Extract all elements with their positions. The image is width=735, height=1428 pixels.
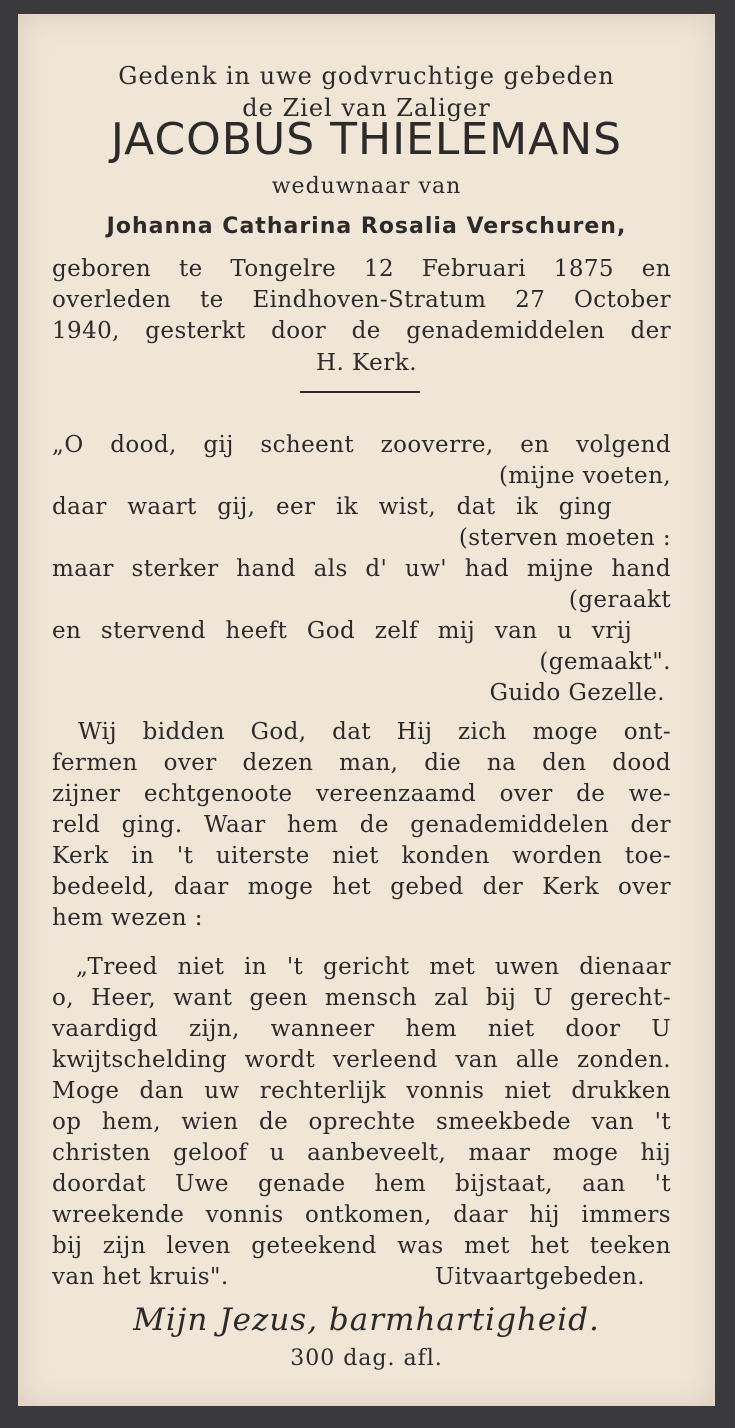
prayer-line: vaardigd zijn, wanneer hem niet door U bbox=[52, 1016, 671, 1042]
deceased-name: JACOBUS THIELEMANS bbox=[110, 114, 623, 165]
poem-line: (sterven moeten : bbox=[458, 525, 671, 551]
prayer-line: hem wezen : bbox=[52, 905, 203, 931]
poem-line: daar waart gij, eer ik wist, dat ik ging bbox=[52, 494, 612, 520]
poem-line: (geraakt bbox=[568, 587, 671, 613]
poem-line: (gemaakt". bbox=[539, 649, 671, 675]
prayer-line: „Treed niet in 't gericht met uwen dienaar bbox=[76, 954, 671, 980]
poem-line: maar sterker hand als d' uw' had mijne hand bbox=[52, 556, 671, 582]
memorial-card bbox=[18, 14, 715, 1406]
bio-line: 1940, gesterkt door de genademiddelen der bbox=[52, 318, 671, 344]
prayer-line: Moge dan uw rechterlijk vonnis niet drukken bbox=[52, 1078, 671, 1104]
prayer-line: bedeeld, daar moge het gebed der Kerk over bbox=[52, 874, 671, 900]
prayer-source: Uitvaartgebeden. bbox=[434, 1264, 645, 1290]
prayer-line: Wij bidden God, dat Hij zich moge ont- bbox=[78, 719, 671, 745]
prayer-line: doordat Uwe genade hem bijstaat, aan 't bbox=[52, 1171, 671, 1197]
prayer-line: o, Heer, want geen mensch zal bij U gerecht- bbox=[52, 985, 671, 1011]
bio-line: overleden te Eindhoven-Stratum 27 October bbox=[52, 287, 671, 313]
prayer-line: bij zijn leven geteekend was met het teeken bbox=[52, 1233, 671, 1259]
prayer-line: reld ging. Waar hem de genademiddelen der bbox=[52, 812, 671, 838]
indulgence: 300 dag. afl. bbox=[290, 1346, 443, 1371]
prayer-line: op hem, wien de oprechte smeekbede van 't bbox=[52, 1109, 671, 1135]
bio-line: H. Kerk. bbox=[315, 350, 418, 376]
divider bbox=[300, 391, 420, 393]
poem-line: „O dood, gij scheent zooverre, en volgend bbox=[52, 432, 671, 458]
motto: Mijn Jezus, barmhartigheid. bbox=[133, 1302, 600, 1338]
prayer-line: wreekende vonnis ontkomen, daar hij immers bbox=[52, 1202, 671, 1228]
poem-line: en stervend heeft God zelf mij van u vrij bbox=[52, 618, 632, 644]
prayer-line: fermen over dezen man, die na den dood bbox=[52, 750, 671, 776]
prayer-line: christen geloof u aanbeveelt, maar moge hij bbox=[52, 1140, 671, 1166]
widower-label: weduwnaar van bbox=[271, 174, 462, 199]
intro-line-2: de Ziel van Zaliger bbox=[242, 94, 491, 122]
poem-author: Guido Gezelle. bbox=[489, 680, 665, 706]
bio-line: geboren te Tongelre 12 Februari 1875 en bbox=[52, 256, 671, 282]
prayer-line: kwijtschelding wordt verleend van alle zonden. bbox=[52, 1047, 671, 1073]
spouse-name: Johanna Catharina Rosalia Verschuren, bbox=[106, 214, 627, 239]
poem-line: (mijne voeten, bbox=[498, 463, 671, 489]
prayer-line: zijner echtgenoote vereenzaamd over de we- bbox=[52, 781, 671, 807]
intro-line-1: Gedenk in uwe godvruchtige gebeden bbox=[118, 62, 615, 90]
prayer-line: van het kruis". bbox=[52, 1264, 229, 1290]
prayer-line: Kerk in 't uiterste niet konden worden toe- bbox=[52, 843, 671, 869]
